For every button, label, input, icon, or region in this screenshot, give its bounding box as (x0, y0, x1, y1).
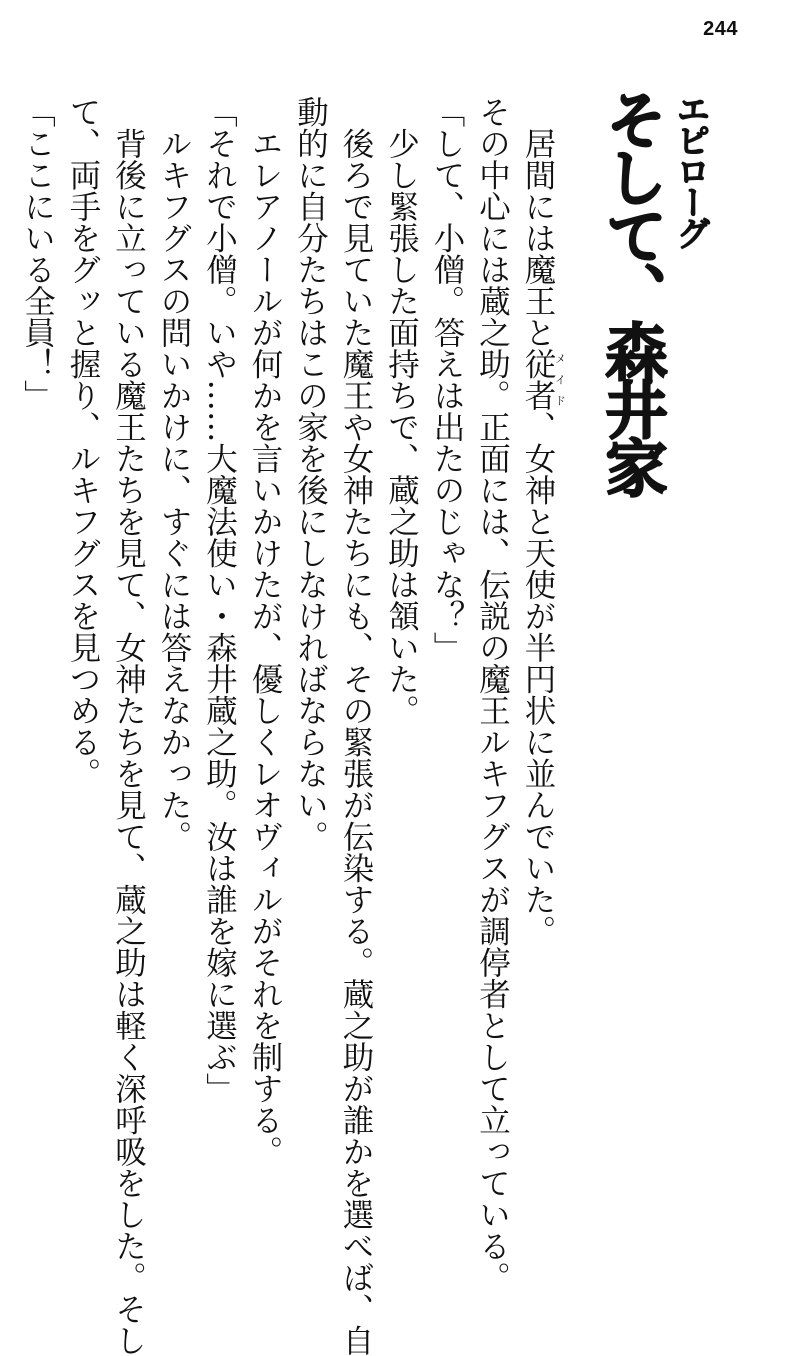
body-text (19, 96, 567, 1356)
body-line: ルキフグスの問いかけに、すぐには答えなかった。 (156, 127, 192, 852)
body-line: 後ろで見ていた魔王や女神たちにも、その緊張が伝染する。蔵之助が誰かを選べば、自 (338, 127, 374, 1356)
chapter-title: そして、森井家 (595, 88, 668, 494)
body-line: 「ここにいる全員！」 (19, 96, 56, 411)
body-line: 「して、小僧。答えは出たのじゃな？」 (429, 96, 465, 663)
body-line: 背後に立っている魔王たちを見て、女神たちを見て、蔵之助は軽く深呼吸をした。そし (110, 127, 147, 1356)
body-line: 少し緊張した面持ちで、蔵之助は頷いた。 (383, 127, 420, 726)
body-line: その中心には蔵之助。正面には、伝説の魔王ルキフグスが調停者として立っている。 (474, 96, 511, 1293)
body-line: て、両手をグッと握り、ルキフグスを見つめる。 (65, 96, 101, 789)
ruby-annotation: 従者メイド (520, 348, 567, 411)
body-line: エレアノールが何かを言いかけたが、優しくレオヴィルがそれを制する。 (247, 127, 283, 1167)
chapter-label: エピローグ (670, 92, 710, 247)
body-line: 「それで小僧。いや……大魔法使い・森井蔵之助。汝は誰を嫁に選ぶ」 (201, 96, 238, 1104)
page-number: 244 (703, 18, 738, 40)
body-line: 居間には魔王と従者メイド、女神と天使が半円状に並んでいた。 (520, 127, 567, 947)
body-line: 動的に自分たちはこの家を後にしなければならない。 (292, 96, 329, 852)
